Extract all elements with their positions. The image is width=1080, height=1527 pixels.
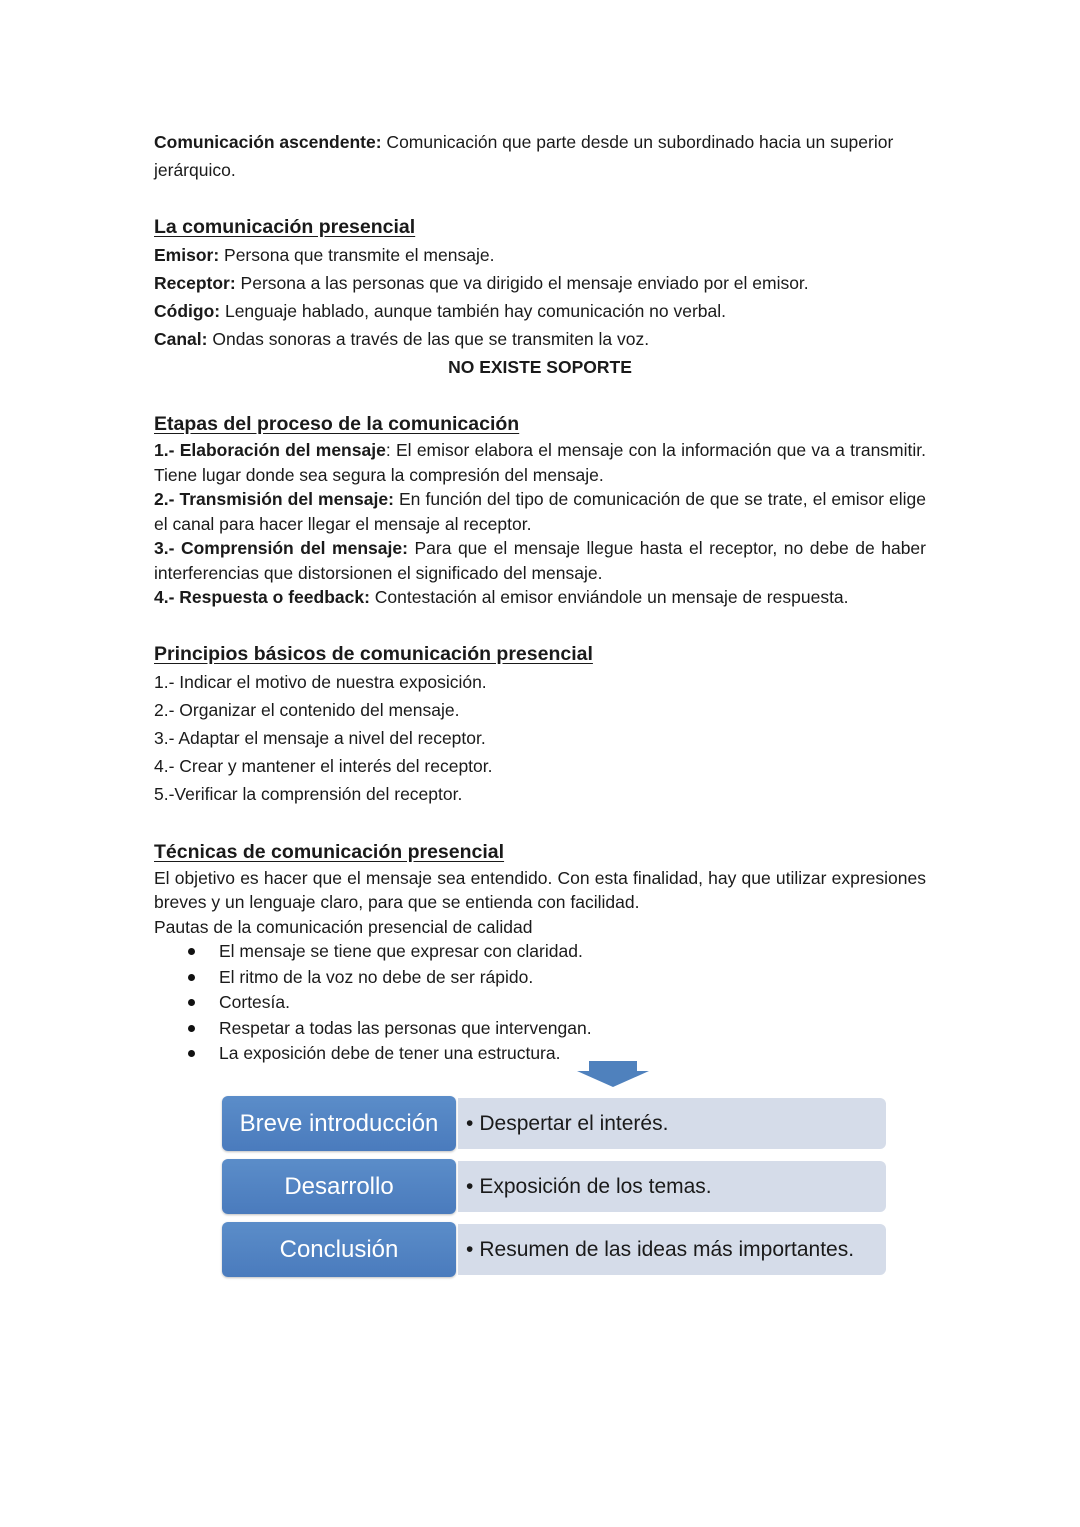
principios-item: 5.-Verificar la comprensión del receptor.: [154, 783, 463, 804]
etapas-item: [154, 487, 926, 536]
diagram-detail: Despertar el interés.: [479, 1111, 669, 1135]
tecnicas-paragraph: El objetivo es hacer que el mensaje sea entendido. Con esta finalidad, hay que utilizar expresiones breves y un lenguaje claro, para que se entienda con facilidad.: [154, 867, 926, 912]
presencial-item: [154, 297, 926, 325]
diagram-detail-box: [458, 1161, 886, 1212]
diagram-label: Breve introducción: [222, 1096, 456, 1151]
intro-text: Comunicación que parte desde un subordinado hacia un superior jerárquico.: [154, 132, 894, 180]
etapas-item: [154, 536, 926, 585]
diagram-detail-box: [458, 1098, 886, 1149]
list-item: Cortesía.: [219, 990, 926, 1016]
bullet-icon: •: [466, 1111, 474, 1135]
diagram-row: [222, 1096, 886, 1151]
structure-diagram: [222, 1096, 886, 1285]
etapas-item: [154, 585, 926, 610]
principios-item: 2.- Organizar el contenido del mensaje.: [154, 699, 460, 720]
list-item: La exposición debe de tener una estructura.: [219, 1041, 926, 1067]
principios-item: 4.- Crear y mantener el interés del receptor.: [154, 755, 493, 776]
presencial-note: NO EXISTE SOPORTE: [448, 357, 632, 377]
presencial-text: Ondas sonoras a través de las que se transmiten la voz.: [207, 329, 650, 349]
bullet-icon: •: [466, 1237, 474, 1261]
diagram-detail: Exposición de los temas.: [479, 1174, 712, 1198]
etapas-term: 4.- Respuesta o feedback:: [154, 587, 370, 607]
list-item: El ritmo de la voz no debe de ser rápido.: [219, 965, 926, 991]
presencial-text: Persona que transmite el mensaje.: [219, 245, 495, 265]
etapas-term: 3.- Comprensión del mensaje:: [154, 538, 408, 558]
diagram-row: [222, 1222, 886, 1277]
etapas-text: : El emisor elabora el mensaje con la información que va a transmitir. Tiene lugar donde sea segura la compresión del mensaje.: [154, 440, 926, 485]
etapas-item: [154, 438, 926, 487]
presencial-item: [154, 241, 926, 269]
presencial-heading: La comunicación presencial: [154, 216, 416, 238]
diagram-row: [222, 1159, 886, 1214]
diagram-detail-box: [458, 1224, 886, 1275]
presencial-item: [154, 269, 926, 297]
pautas-title: Pautas de la comunicación presencial de calidad: [154, 916, 533, 937]
principios-item: 3.- Adaptar el mensaje a nivel del receptor.: [154, 727, 486, 748]
diagram-detail: Resumen de las ideas más importantes.: [479, 1237, 855, 1261]
etapas-term: 2.- Transmisión del mensaje:: [154, 489, 394, 509]
principios-heading: Principios básicos de comunicación presencial: [154, 642, 593, 665]
arrow-down-icon: [577, 1061, 649, 1087]
tecnicas-heading: Técnicas de comunicación presencial: [154, 840, 505, 863]
list-item: Respetar a todas las personas que intervengan.: [219, 1016, 926, 1042]
presencial-text: Persona a las personas que va dirigido el mensaje enviado por el emisor.: [235, 273, 809, 293]
presencial-text: Lenguaje hablado, aunque también hay comunicación no verbal.: [220, 301, 727, 321]
intro-paragraph: [154, 128, 926, 184]
etapas-text: Contestación al emisor enviándole un mensaje de respuesta.: [369, 587, 849, 607]
etapas-heading: Etapas del proceso de la comunicación: [154, 413, 520, 435]
etapas-term: 1.- Elaboración del mensaje: [154, 440, 386, 460]
presencial-term: Código:: [154, 301, 221, 321]
intro-term: Comunicación ascendente:: [154, 132, 382, 152]
presencial-item: [154, 325, 926, 353]
list-item: El mensaje se tiene que expresar con claridad.: [219, 939, 926, 965]
etapas-text: Para que el mensaje llegue hasta el receptor, no debe de haber interferencias que distorsionen el significado del mensaje.: [154, 538, 926, 583]
bullet-icon: •: [466, 1174, 474, 1198]
presencial-term: Canal:: [154, 329, 208, 349]
document-content: [154, 128, 926, 1067]
principios-item: 1.- Indicar el motivo de nuestra exposición.: [154, 671, 487, 692]
pautas-list: [154, 939, 926, 1067]
presencial-term: Receptor:: [154, 273, 236, 293]
diagram-label: Desarrollo: [222, 1159, 456, 1214]
etapas-text: En función del tipo de comunicación de que se trate, el emisor elige el canal para hacer llegar el mensaje al receptor.: [154, 489, 926, 534]
diagram-label: Conclusión: [222, 1222, 456, 1277]
presencial-term: Emisor:: [154, 245, 220, 265]
